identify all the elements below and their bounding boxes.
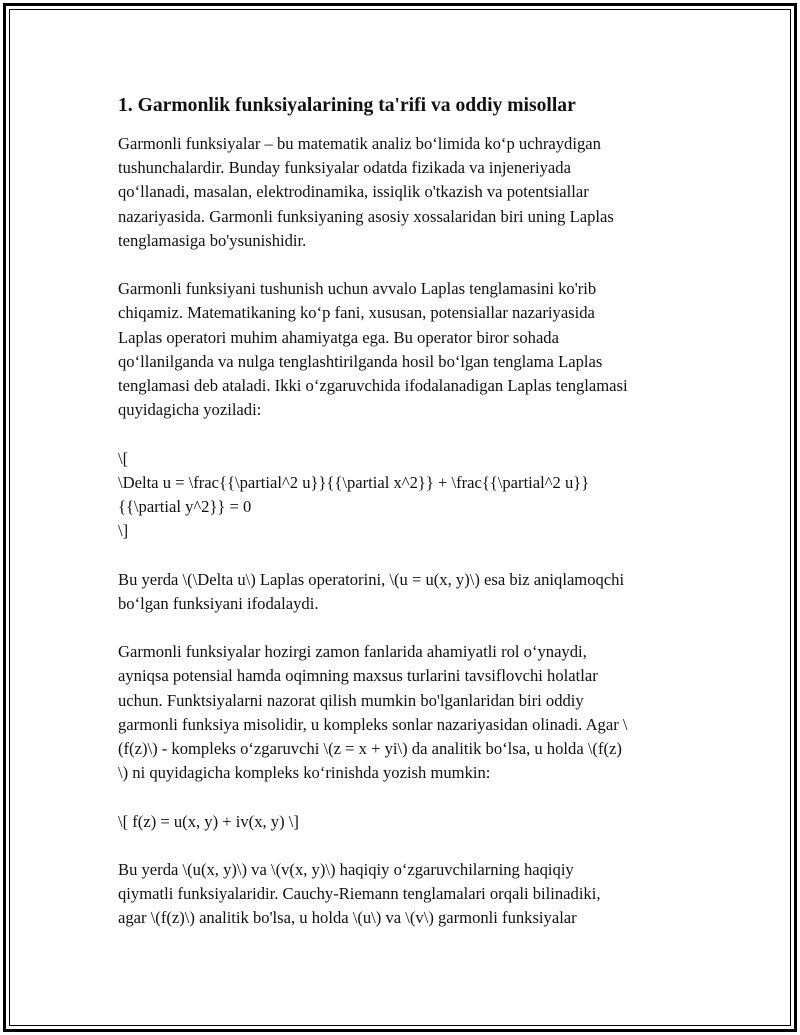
paragraph	[118, 132, 693, 253]
text-line: Laplas operatori muhim ahamiyatga ega. Bu operator biror sohada	[118, 327, 559, 347]
text-line: Bu yerda \(\Delta u\) Laplas operatorini, \(u = u(x, y)\) esa biz aniqlamoqchi	[118, 569, 625, 589]
text-line: nazariyasida. Garmonli funksiyaning asosiy xossalaridan biri uning Laplas	[118, 206, 614, 226]
text-line: qiymatli funksiyalaridir. Cauchy-Riemann tenglamalari orqali bilinadiki,	[118, 884, 601, 904]
text-line: Garmonli funksiyani tushunish uchun avvalo Laplas tenglamasini ko'rib	[118, 279, 597, 299]
text-line: {{\partial y^2}} = 0	[118, 497, 252, 517]
text-line: \[	[118, 448, 129, 468]
text-line: Garmonli funksiyalar – bu matematik analiz bo‘limida ko‘p uchraydigan	[118, 134, 601, 153]
text-line: tenglamasiga bo'ysunishidir.	[118, 230, 307, 250]
text-line: bo‘lgan funksiyani ifodalaydi.	[118, 593, 319, 613]
text-line: garmonli funksiya misolidir, u kompleks sonlar nazariyasidan olinadi. Agar \	[118, 714, 628, 734]
paragraph	[118, 568, 693, 616]
text-line: ayniqsa potensial hamda oqimning maxsus turlarini tavsiflovchi holatlar	[118, 666, 598, 686]
section-heading: 1. Garmonlik funksiyalarining ta'rifi va oddiy misollar	[118, 95, 576, 116]
paragraph	[118, 810, 693, 834]
text-line: quyidagicha yoziladi:	[118, 400, 262, 420]
text-line: \Delta u = \frac{{\partial^2 u}}{{\partial x^2}} + \frac{{\partial^2 u}}	[118, 472, 590, 492]
paragraph-list	[118, 132, 693, 931]
paragraph	[118, 447, 693, 544]
paragraph	[118, 858, 693, 931]
text-line: qo‘llanilganda va nulga tenglashtirilganda hosil bo‘lgan tenglama Laplas	[118, 351, 603, 371]
text-line: Garmonli funksiyalar hozirgi zamon fanlarida ahamiyatli rol o‘ynaydi,	[118, 642, 587, 662]
text-line: Bu yerda \(u(x, y)\) va \(v(x, y)\) haqiqiy o‘zgaruvchilarning haqiqiy	[118, 860, 574, 879]
text-line: \) ni quyidagicha kompleks ko‘rinishda yozish mumkin:	[118, 763, 491, 783]
text-line: \]	[118, 521, 129, 541]
text-line: chiqamiz. Matematikaning ko‘p fani, xususan, potensiallar nazariyasida	[118, 303, 595, 323]
paragraph	[118, 277, 693, 422]
paragraph	[118, 640, 693, 785]
text-line: (f(z)\) - kompleks o‘zgaruvchi \(z = x + yi\) da analitik bo‘lsa, u holda \(f(z)	[118, 739, 622, 759]
text-line: agar \(f(z)\) analitik bo'lsa, u holda \(u\) va \(v\) garmonli funksiyalar	[118, 908, 577, 928]
text-line: tenglamasi deb ataladi. Ikki o‘zgaruvchida ifodalanadigan Laplas tenglamasi	[118, 376, 628, 396]
text-line: qo‘llanadi, masalan, elektrodinamika, issiqlik o'tkazish va potentsiallar	[118, 182, 589, 202]
text-line: uchun. Funktsiyalarni nazorat qilish mumkin bo'lganlaridan biri oddiy	[118, 690, 584, 710]
text-line: tushunchalardir. Bunday funksiyalar odatda fizikada va injeneriyada	[118, 158, 571, 178]
text-line: \[ f(z) = u(x, y) + iv(x, y) \]	[118, 811, 299, 831]
document-body	[118, 92, 693, 955]
